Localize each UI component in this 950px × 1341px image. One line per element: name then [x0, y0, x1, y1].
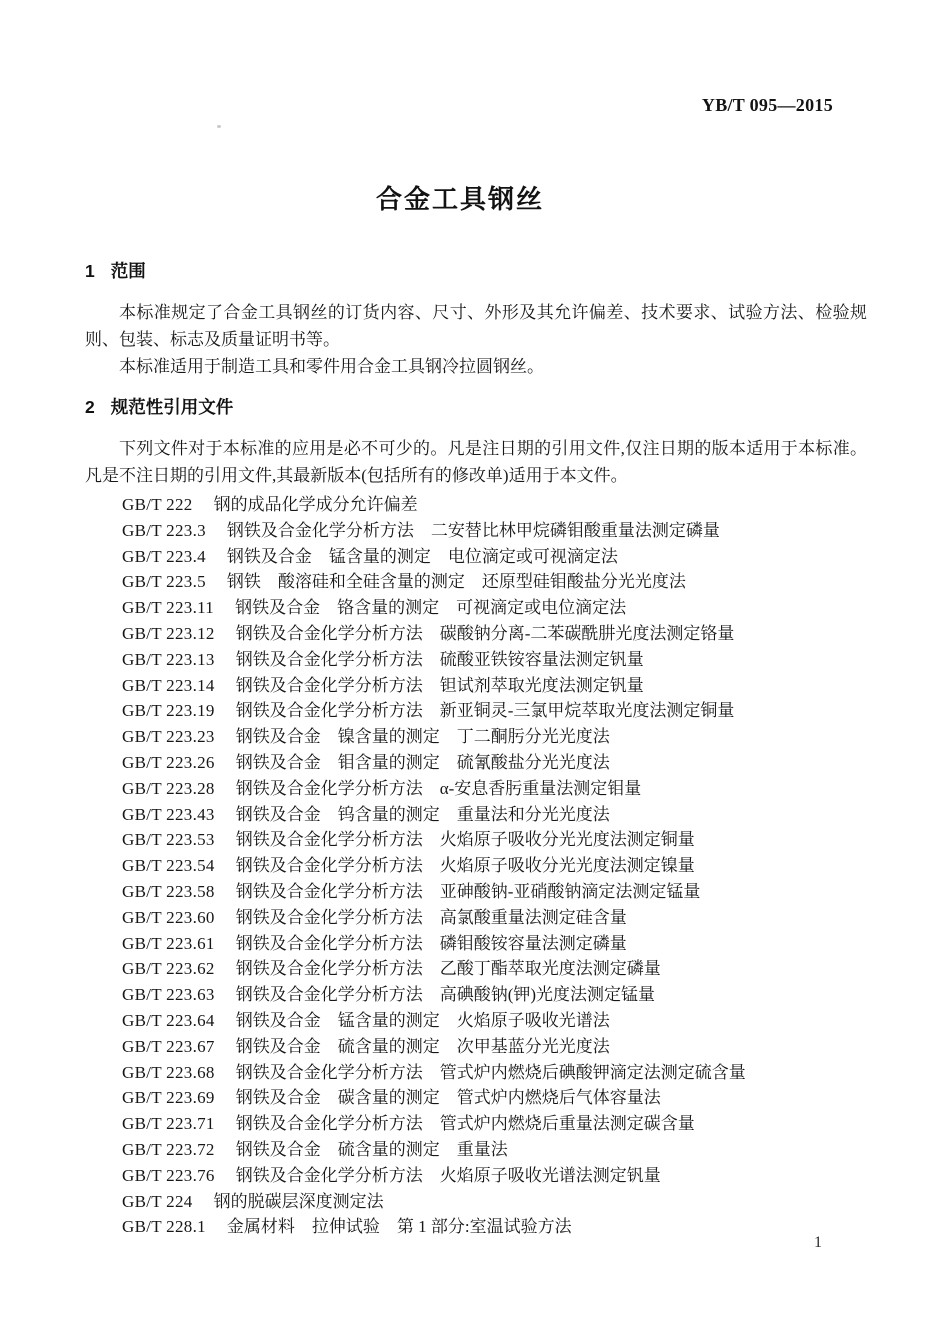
reference-code: GB/T 223.60: [122, 907, 215, 927]
reference-code: GB/T 223.68: [122, 1062, 215, 1082]
reference-item: [122, 647, 867, 673]
scope-paragraph-2: 本标准适用于制造工具和零件用合金工具钢冷拉圆钢丝。: [119, 357, 544, 376]
reference-code: GB/T 223.72: [122, 1139, 215, 1159]
reference-title: 钢铁及合金化学分析方法 磷钼酸铵容量法测定磷量: [235, 933, 627, 953]
reference-title: 钢铁及合金 硫含量的测定 重量法: [235, 1139, 508, 1159]
reference-title: 钢铁及合金 钼含量的测定 硫氰酸盐分光光度法: [235, 752, 610, 772]
reference-title: 钢铁及合金化学分析方法 火焰原子吸收分光光度法测定铜量: [235, 830, 695, 850]
reference-code: GB/T 223.12: [122, 623, 215, 643]
reference-title: 钢铁及合金化学分析方法 管式炉内燃烧后重量法测定碳含量: [235, 1114, 695, 1134]
reference-code: GB/T 223.11: [122, 598, 215, 618]
reference-title: 钢铁及合金化学分析方法 高氯酸重量法测定硅含量: [235, 907, 627, 927]
document-title: 合金工具钢丝: [375, 184, 544, 214]
reference-title: 钢铁及合金化学分析方法 火焰原子吸收光谱法测定钒量: [235, 1165, 661, 1185]
reference-title: 钢铁 酸溶硅和全硅含量的测定 还原型硅钼酸盐分光光度法: [226, 572, 686, 592]
reference-item: [122, 1085, 867, 1111]
reference-item: [122, 827, 867, 853]
reference-item: [122, 776, 867, 802]
reference-code: GB/T 223.26: [122, 752, 215, 772]
reference-title: 钢铁及合金 铬含量的测定 可视滴定或电位滴定法: [235, 598, 627, 618]
reference-code: GB/T 223.64: [122, 1010, 215, 1030]
reference-item: [122, 492, 867, 518]
reference-title: 钢铁及合金化学分析方法 碳酸钠分离-二苯碳酰肼光度法测定铬量: [235, 623, 735, 643]
reference-code: GB/T 223.54: [122, 856, 215, 876]
reference-title: 钢铁及合金化学分析方法 硫酸亚铁铵容量法测定钒量: [235, 649, 644, 669]
reference-item: [122, 595, 867, 621]
reference-title: 钢铁及合金 钨含量的测定 重量法和分光光度法: [235, 804, 610, 824]
reference-item: [122, 1189, 867, 1215]
reference-title: 钢铁及合金化学分析方法 二安替比林甲烷磷钼酸重量法测定磷量: [226, 520, 720, 540]
section-2-number: 2: [85, 397, 95, 417]
reference-code: GB/T 223.58: [122, 881, 215, 901]
scan-speck: [217, 125, 221, 128]
references-intro-paragraph: 下列文件对于本标准的应用是必不可少的。凡是注日期的引用文件,仅注日期的版本适用于本标准。凡是不注日期的引用文件,其最新版本(包括所有的修改单)适用于本文件。: [85, 439, 867, 485]
reference-title: 钢铁及合金化学分析方法 高碘酸钠(钾)光度法测定锰量: [235, 985, 656, 1005]
reference-code: GB/T 222: [122, 495, 193, 514]
reference-item: [122, 982, 867, 1008]
reference-title: 钢铁及合金 镍含量的测定 丁二酮肟分光光度法: [235, 727, 610, 747]
reference-code: GB/T 223.4: [122, 546, 206, 566]
reference-code: GB/T 223.61: [122, 933, 215, 953]
reference-title: 金属材料 拉伸试验 第 1 部分:室温试验方法: [226, 1217, 572, 1237]
reference-item: [122, 956, 867, 982]
reference-code: GB/T 223.76: [122, 1165, 215, 1185]
reference-title: 钢的成品化学成分允许偏差: [213, 495, 418, 514]
reference-title: 钢铁及合金 硫含量的测定 次甲基蓝分光光度法: [235, 1036, 610, 1056]
reference-code: GB/T 223.63: [122, 985, 215, 1005]
reference-list: [85, 492, 867, 1240]
reference-item: [122, 698, 867, 724]
section-2-title: 规范性引用文件: [110, 397, 234, 417]
reference-title: 钢铁及合金 锰含量的测定 火焰原子吸收光谱法: [235, 1010, 610, 1030]
reference-code: GB/T 223.19: [122, 701, 215, 721]
reference-item: [122, 1163, 867, 1189]
reference-code: GB/T 223.3: [122, 520, 206, 540]
reference-item: [122, 1137, 867, 1163]
page-number: 1: [814, 1234, 822, 1251]
section-1-number: 1: [85, 261, 95, 281]
reference-item: [122, 518, 867, 544]
reference-code: GB/T 223.13: [122, 649, 215, 669]
reference-item: [122, 750, 867, 776]
reference-title: 钢铁及合金化学分析方法 钽试剂萃取光度法测定钒量: [235, 675, 644, 695]
reference-code: GB/T 223.53: [122, 830, 215, 850]
reference-title: 钢铁及合金化学分析方法 乙酸丁酯萃取光度法测定磷量: [235, 959, 661, 979]
standard-code: YB/T 095—2015: [701, 95, 833, 115]
reference-item: [122, 1111, 867, 1137]
reference-code: GB/T 223.5: [122, 572, 206, 592]
reference-code: GB/T 223.14: [122, 675, 215, 695]
reference-title: 钢铁及合金化学分析方法 α-安息香肟重量法测定钼量: [235, 778, 642, 798]
reference-item: [122, 1008, 867, 1034]
section-1-heading: [85, 261, 867, 282]
reference-item: [122, 673, 867, 699]
reference-code: GB/T 223.62: [122, 959, 215, 979]
reference-code: GB/T 223.69: [122, 1088, 215, 1108]
reference-item: [122, 879, 867, 905]
reference-item: [122, 1034, 867, 1060]
reference-item: [122, 905, 867, 931]
reference-title: 钢铁及合金 锰含量的测定 电位滴定或可视滴定法: [226, 546, 618, 566]
reference-item: [122, 724, 867, 750]
scope-paragraph-1: 本标准规定了合金工具钢丝的订货内容、尺寸、外形及其允许偏差、技术要求、试验方法、检验规则、包装、标志及质量证明书等。: [85, 303, 867, 349]
reference-title: 钢铁及合金化学分析方法 火焰原子吸收分光光度法测定镍量: [235, 856, 695, 876]
reference-code: GB/T 223.67: [122, 1036, 215, 1056]
reference-title: 钢的脱碳层深度测定法: [213, 1191, 384, 1211]
reference-code: GB/T 223.43: [122, 804, 215, 824]
reference-title: 钢铁及合金化学分析方法 管式炉内燃烧后碘酸钾滴定法测定硫含量: [235, 1062, 746, 1082]
reference-title: 钢铁及合金 碳含量的测定 管式炉内燃烧后气体容量法: [235, 1088, 661, 1108]
reference-item: [122, 802, 867, 828]
reference-item: [122, 1060, 867, 1086]
reference-code: GB/T 223.28: [122, 778, 215, 798]
reference-item: [122, 1214, 867, 1240]
reference-code: GB/T 223.23: [122, 727, 215, 747]
reference-title: 钢铁及合金化学分析方法 亚砷酸钠-亚硝酸钠滴定法测定锰量: [235, 881, 701, 901]
section-1-title: 范围: [110, 261, 146, 281]
section-2-heading: [85, 397, 867, 418]
document-body: [85, 261, 867, 1240]
reference-code: GB/T 223.71: [122, 1114, 215, 1134]
reference-code: GB/T 224: [122, 1191, 193, 1211]
reference-item: [122, 931, 867, 957]
reference-title: 钢铁及合金化学分析方法 新亚铜灵-三氯甲烷萃取光度法测定铜量: [235, 701, 735, 721]
reference-code: GB/T 228.1: [122, 1217, 206, 1237]
reference-item: [122, 569, 867, 595]
reference-item: [122, 544, 867, 570]
reference-item: [122, 853, 867, 879]
reference-item: [122, 621, 867, 647]
